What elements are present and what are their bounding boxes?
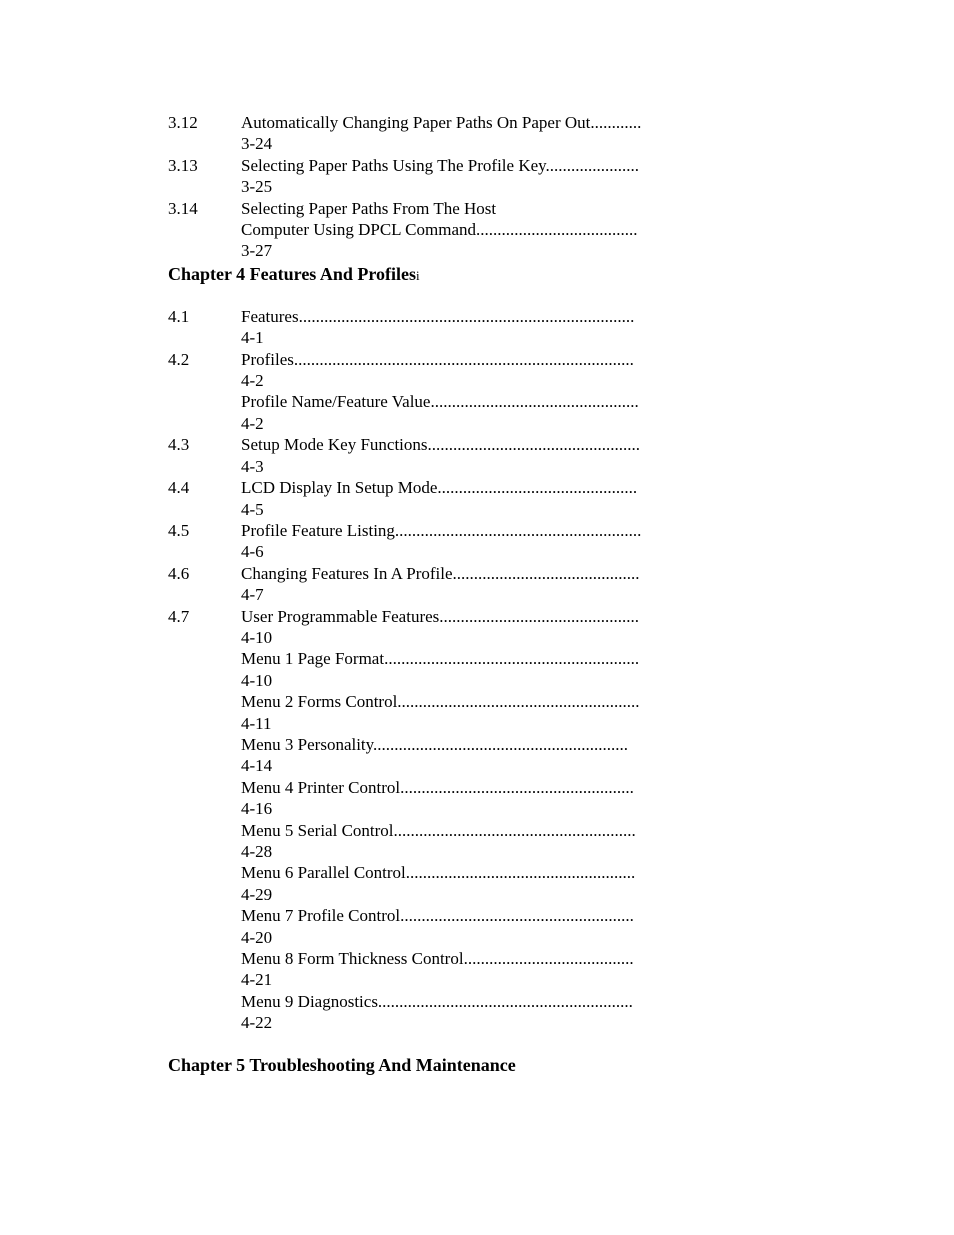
page-number: 4-20	[241, 927, 273, 947]
toc-entry[interactable]	[168, 691, 688, 734]
toc-entry[interactable]	[168, 820, 688, 863]
page-number: 4-7	[241, 585, 264, 605]
toc-entry[interactable]	[168, 777, 688, 820]
toc-entry[interactable]	[168, 948, 688, 991]
page-number: 4-2	[241, 371, 264, 391]
chapter-heading-4[interactable]	[168, 263, 688, 287]
chapter-title: Chapter 5 Troubleshooting And Maintenance	[168, 1054, 516, 1075]
toc-entry[interactable]	[168, 905, 688, 948]
toc-entry[interactable]	[168, 349, 688, 392]
table-of-contents	[168, 112, 688, 1076]
section-number: 3.12	[168, 113, 198, 132]
toc-entry[interactable]	[168, 306, 688, 349]
page-number: 4-6	[241, 542, 264, 562]
section-number: 4.1	[168, 306, 190, 326]
page-number: 4-28	[241, 842, 273, 861]
page-number: 4-10	[241, 627, 273, 647]
toc-entry[interactable]	[168, 862, 688, 905]
toc-entry[interactable]	[168, 991, 688, 1034]
page-number: 4-21	[241, 970, 273, 990]
page-number: 4-22	[241, 1013, 273, 1033]
page-number: 3-24	[241, 134, 273, 154]
section-title: LCD Display In Setup Mode...............................................	[241, 478, 638, 498]
section-title: Menu 1 Page Format............................................................	[241, 649, 640, 669]
section-title: Selecting Paper Paths Using The Profile Key......................	[241, 155, 640, 175]
section-title: Automatically Changing Paper Paths On Paper Out............	[241, 113, 642, 132]
section-title: Profile Feature Listing..........................................................	[241, 520, 642, 540]
section-title-continued: Computer Using DPCL Command......................................	[241, 220, 638, 240]
section-number: 4.7	[168, 606, 190, 626]
page-number: 4-16	[241, 799, 273, 819]
page-number: 4-5	[241, 499, 264, 519]
section-title: Menu 4 Printer Control.......................................................	[241, 777, 634, 797]
page-number: 4-29	[241, 884, 273, 904]
section-number: 4.4	[168, 478, 190, 498]
section-title: User Programmable Features...............................................	[241, 606, 640, 626]
section-title: Menu 2 Forms Control.........................................................	[241, 692, 640, 712]
section-number: 3.13	[168, 155, 198, 175]
section-title: Menu 7 Profile Control.......................................................	[241, 906, 634, 926]
chapter-marker: i	[416, 267, 420, 283]
section-number: 4.6	[168, 563, 190, 583]
section-title: Profile Name/Feature Value.................................................	[241, 392, 639, 412]
section-title: Changing Features In A Profile............................................	[241, 563, 640, 583]
toc-entry[interactable]	[168, 391, 688, 434]
page-number: 4-11	[241, 713, 272, 733]
toc-entry[interactable]	[168, 477, 688, 520]
page-number: 4-3	[241, 456, 264, 476]
toc-entry[interactable]	[168, 606, 688, 649]
section-number: 3.14	[168, 198, 198, 218]
page-number: 4-14	[241, 756, 273, 776]
section-title: Menu 8 Form Thickness Control........................................	[241, 949, 634, 969]
section-title: Profiles................................................................................	[241, 349, 634, 369]
section-title: Features...............................................................................	[241, 306, 635, 326]
toc-entry[interactable]	[168, 520, 688, 563]
page-number: 4-10	[241, 670, 273, 690]
page-number: 4-1	[241, 328, 264, 348]
toc-entry[interactable]	[168, 563, 688, 606]
toc-entry-3-14[interactable]	[168, 198, 688, 262]
toc-entry-3-13[interactable]	[168, 155, 688, 198]
section-title: Menu 3 Personality............................................................	[241, 734, 629, 754]
page-number: 3-27	[241, 241, 273, 261]
chapter-4-entries	[168, 306, 688, 1034]
toc-entry-3-12[interactable]	[168, 112, 688, 155]
section-number: 4.5	[168, 520, 190, 540]
toc-entry[interactable]	[168, 734, 688, 777]
toc-entry[interactable]	[168, 434, 688, 477]
section-title: Setup Mode Key Functions..................................................	[241, 435, 641, 455]
section-title: Selecting Paper Paths From The Host	[241, 198, 497, 218]
chapter-heading-5[interactable]	[168, 1054, 688, 1076]
section-title: Menu 6 Parallel Control......................................................	[241, 863, 636, 883]
section-number: 4.2	[168, 349, 190, 369]
chapter-title: Chapter 4 Features And Profiles	[168, 263, 416, 284]
section-number: 4.3	[168, 435, 190, 455]
page-number: 4-2	[241, 413, 264, 433]
section-title: Menu 9 Diagnostics............................................................	[241, 991, 633, 1011]
toc-entry[interactable]	[168, 648, 688, 691]
section-title: Menu 5 Serial Control.........................................................	[241, 820, 636, 840]
page-number: 3-25	[241, 177, 273, 197]
